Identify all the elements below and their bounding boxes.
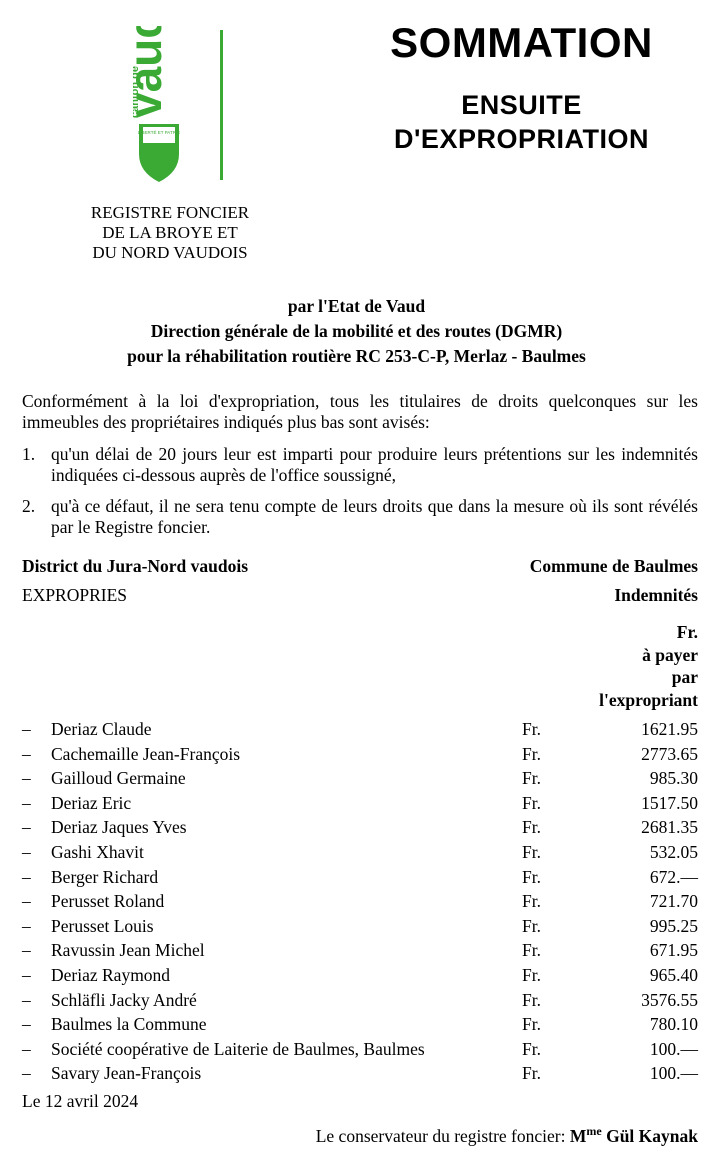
row-currency: Fr. bbox=[522, 719, 541, 739]
table-row bbox=[22, 791, 698, 816]
row-currency: Fr. bbox=[522, 940, 541, 961]
row-amount: 2681.35 bbox=[641, 817, 698, 838]
row-amount: 532.05 bbox=[649, 841, 698, 862]
row-name: Perusset Louis bbox=[51, 915, 154, 936]
authority-block bbox=[0, 294, 713, 369]
row-name: Perusset Roland bbox=[51, 891, 165, 912]
expropries-header: EXPROPRIES bbox=[22, 585, 128, 605]
page-subtitle bbox=[330, 88, 713, 156]
expropriation-list bbox=[22, 717, 698, 1086]
numbered-point-2 bbox=[22, 496, 698, 538]
district-label: District du Jura-Nord vaudois bbox=[22, 556, 249, 576]
table-row bbox=[22, 717, 698, 742]
row-amount: 1517.50 bbox=[641, 792, 698, 813]
commune-label: Commune de Baulmes bbox=[529, 556, 698, 576]
signature-title-m: M bbox=[569, 1125, 587, 1146]
row-dash: – bbox=[22, 768, 31, 789]
row-amount: 3576.55 bbox=[641, 989, 698, 1010]
signature-title bbox=[570, 1126, 602, 1146]
amount-column-header bbox=[599, 621, 698, 711]
registry-name bbox=[60, 203, 280, 263]
row-amount: 995.25 bbox=[649, 915, 698, 936]
row-dash: – bbox=[22, 989, 31, 1010]
table-row bbox=[22, 1061, 698, 1086]
table-row bbox=[22, 1012, 698, 1037]
row-name: Deriaz Raymond bbox=[51, 964, 171, 985]
amount-header-line: à payer bbox=[642, 644, 698, 665]
row-dash: – bbox=[22, 1063, 31, 1084]
signature-prefix: Le conservateur du registre foncier: bbox=[315, 1125, 566, 1146]
subtitle-line-1: ENSUITE bbox=[461, 90, 582, 120]
amount-header-line: Fr. bbox=[676, 622, 698, 642]
row-currency: Fr. bbox=[522, 743, 541, 764]
signature-title-sup: me bbox=[586, 1124, 602, 1138]
row-name: Baulmes la Commune bbox=[51, 1014, 207, 1035]
row-name: Savary Jean-François bbox=[51, 1063, 202, 1084]
logo-shield-text: LIBERTÉ ET PATRIE bbox=[137, 130, 181, 135]
row-dash: – bbox=[22, 743, 31, 764]
row-amount: 780.10 bbox=[649, 1014, 698, 1035]
row-name: Cachemaille Jean-François bbox=[51, 743, 241, 764]
registry-line-1: REGISTRE FONCIER bbox=[90, 203, 250, 222]
authority-line-3: pour la réhabilitation routière RC 253-C-P, Merlaz - Baulmes bbox=[127, 346, 586, 366]
table-row bbox=[22, 742, 698, 767]
row-amount: 100.— bbox=[649, 1063, 698, 1084]
table-row bbox=[22, 766, 698, 791]
row-name: Deriaz Jaques Yves bbox=[51, 817, 187, 838]
point-text: qu'à ce défaut, il ne sera tenu compte de leurs droits que dans la mesure où ils sont révélés par le Registre foncier. bbox=[51, 496, 698, 537]
row-name: Société coopérative de Laiterie de Baulmes, Baulmes bbox=[51, 1038, 425, 1059]
authority-line-2: Direction générale de la mobilité et des routes (DGMR) bbox=[150, 321, 563, 341]
logo-divider bbox=[220, 30, 223, 180]
registry-line-3: DU NORD VAUDOIS bbox=[92, 243, 248, 262]
point-text: qu'un délai de 20 jours leur est imparti pour produire leurs prétentions sur les indemnités indiquées ci-dessous auprès de l'office soussigné, bbox=[51, 444, 698, 485]
signature-line bbox=[316, 1118, 698, 1149]
point-number: 1. bbox=[22, 444, 36, 464]
row-amount: 1621.95 bbox=[641, 719, 698, 739]
row-amount: 100.— bbox=[649, 1038, 698, 1059]
row-name: Gashi Xhavit bbox=[51, 841, 144, 862]
table-row bbox=[22, 815, 698, 840]
row-dash: – bbox=[22, 915, 31, 936]
row-dash: – bbox=[22, 964, 31, 985]
row-amount: 965.40 bbox=[649, 964, 698, 985]
intro-paragraph: Conformément à la loi d'expropriation, tous les titulaires de droits quelconques sur les immeubles des propriétaires indiqués plus bas sont avisés: bbox=[22, 391, 698, 432]
point-number: 2. bbox=[22, 496, 36, 516]
row-dash: – bbox=[22, 792, 31, 813]
row-dash: – bbox=[22, 841, 31, 862]
page-title: SOMMATION bbox=[390, 19, 653, 66]
row-amount: 721.70 bbox=[649, 891, 698, 912]
row-name: Ravussin Jean Michel bbox=[51, 940, 205, 961]
row-dash: – bbox=[22, 1014, 31, 1035]
row-amount: 985.30 bbox=[649, 768, 698, 789]
table-row bbox=[22, 938, 698, 963]
table-row bbox=[22, 1037, 698, 1062]
canton-vaud-logo bbox=[133, 26, 185, 184]
row-amount: 671.95 bbox=[649, 940, 698, 961]
table-row bbox=[22, 889, 698, 914]
registry-line-2: DE LA BROYE ET bbox=[102, 223, 238, 242]
row-currency: Fr. bbox=[522, 915, 541, 936]
document-date: Le 12 avril 2024 bbox=[22, 1091, 139, 1111]
row-name: Gailloud Germaine bbox=[51, 768, 186, 789]
row-currency: Fr. bbox=[522, 866, 541, 887]
table-row bbox=[22, 914, 698, 939]
authority-line-1: par l'Etat de Vaud bbox=[287, 296, 426, 316]
row-amount: 672.— bbox=[649, 866, 698, 887]
row-currency: Fr. bbox=[522, 964, 541, 985]
row-dash: – bbox=[22, 940, 31, 961]
row-dash: – bbox=[22, 891, 31, 912]
amount-header-line: l'expropriant bbox=[599, 689, 698, 710]
row-currency: Fr. bbox=[522, 817, 541, 838]
subtitle-line-2: D'EXPROPRIATION bbox=[394, 124, 649, 154]
signature-name: Gül Kaynak bbox=[606, 1125, 698, 1146]
logo-wordmark-top: canton de bbox=[133, 66, 141, 118]
row-currency: Fr. bbox=[522, 768, 541, 789]
amount-header-line: par bbox=[671, 667, 698, 687]
logo-wordmark-main: vau bbox=[133, 38, 171, 118]
row-currency: Fr. bbox=[522, 841, 541, 862]
table-row bbox=[22, 840, 698, 865]
row-dash: – bbox=[22, 817, 31, 838]
row-currency: Fr. bbox=[522, 1063, 541, 1084]
row-currency: Fr. bbox=[522, 891, 541, 912]
row-currency: Fr. bbox=[522, 989, 541, 1010]
row-name: Schläfli Jacky André bbox=[51, 989, 197, 1010]
row-dash: – bbox=[22, 866, 31, 887]
row-name: Deriaz Eric bbox=[51, 792, 132, 813]
table-row bbox=[22, 988, 698, 1013]
row-currency: Fr. bbox=[522, 1014, 541, 1035]
row-currency: Fr. bbox=[522, 792, 541, 813]
row-dash: – bbox=[22, 719, 31, 739]
row-amount: 2773.65 bbox=[641, 743, 698, 764]
table-row bbox=[22, 865, 698, 890]
indemnites-header: Indemnités bbox=[614, 585, 698, 605]
row-currency: Fr. bbox=[522, 1038, 541, 1059]
numbered-point-1 bbox=[22, 444, 698, 486]
table-row bbox=[22, 963, 698, 988]
row-dash: – bbox=[22, 1038, 31, 1059]
row-name: Deriaz Claude bbox=[51, 719, 152, 739]
row-name: Berger Richard bbox=[51, 866, 159, 887]
